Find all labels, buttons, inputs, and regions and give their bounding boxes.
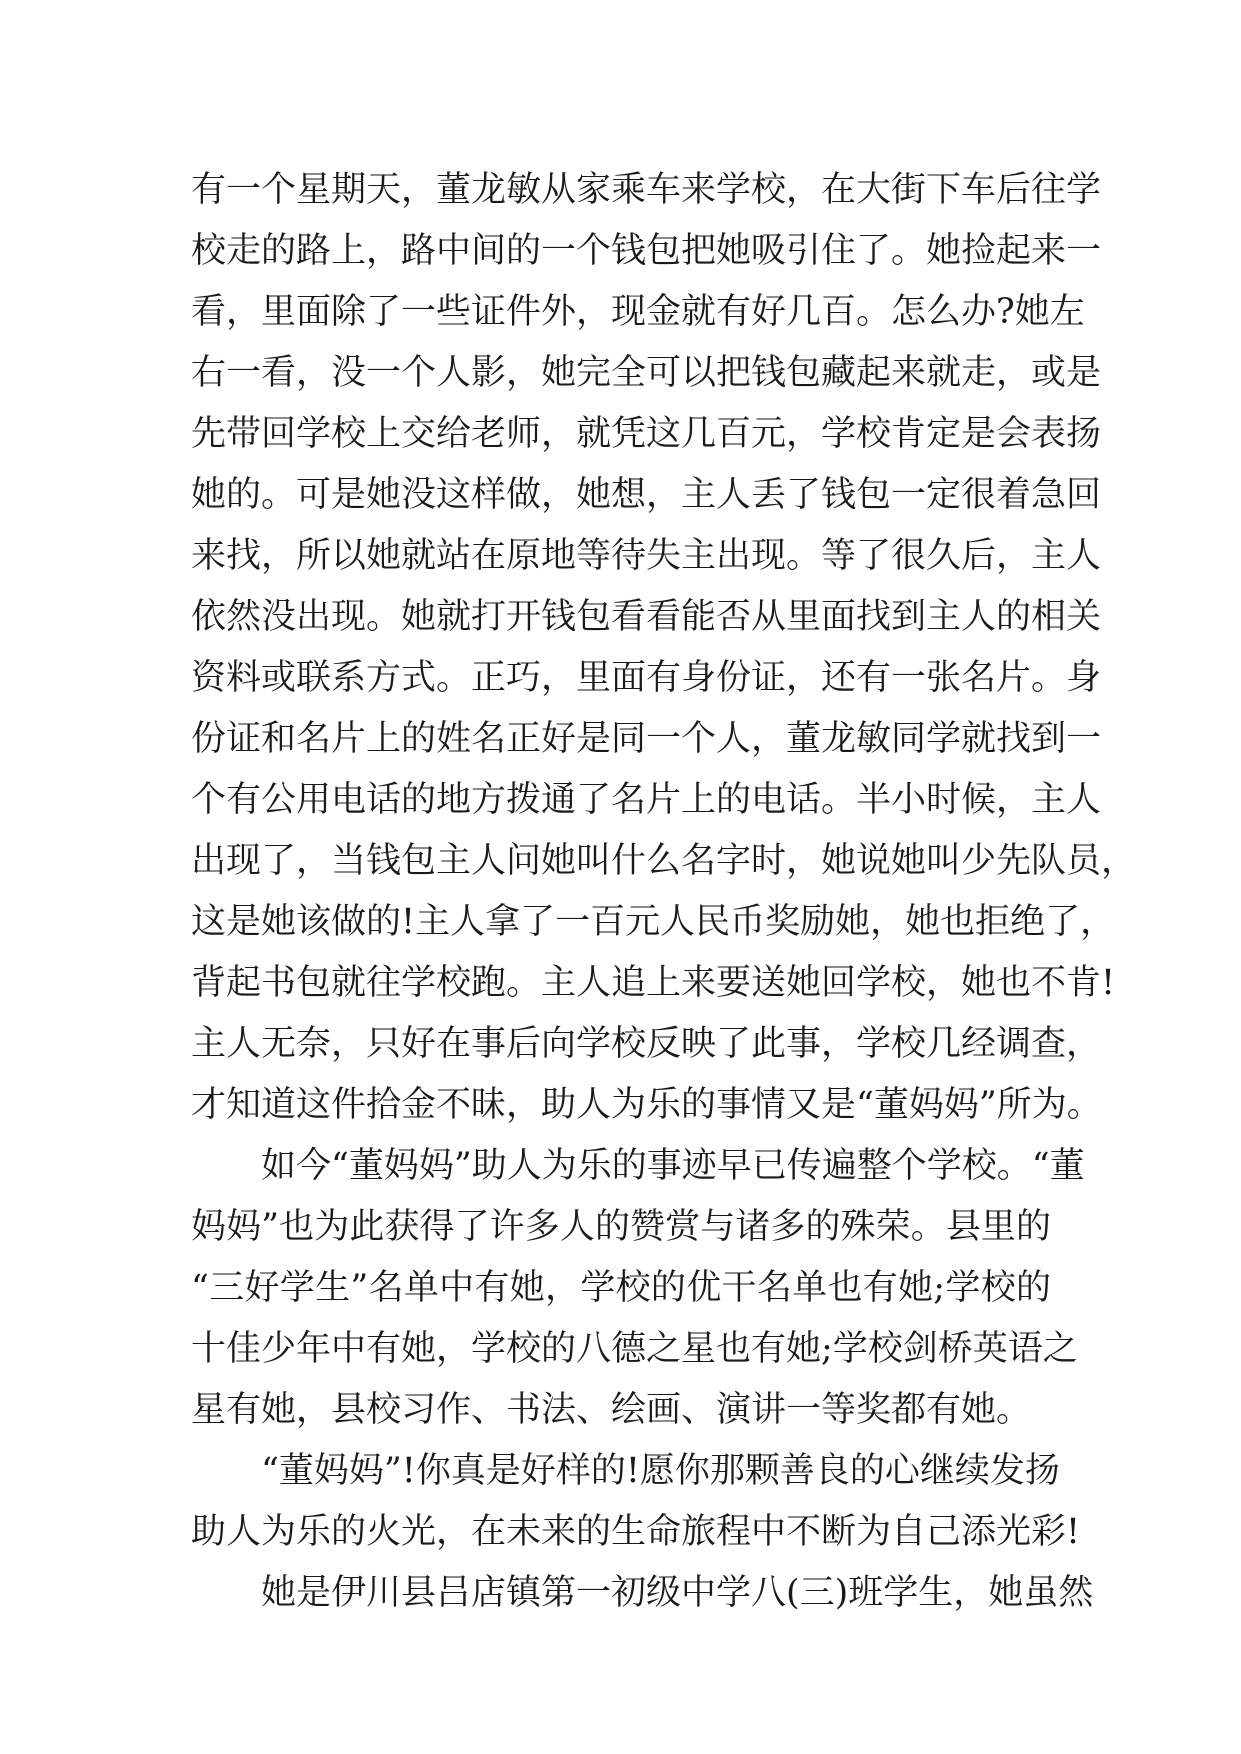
text-line: 出现了，当钱包主人问她叫什么名字时，她说她叫少先队员， [191,841,1137,881]
text-line: 十佳少年中有她，学校的八德之星也有她;学校剑桥英语之 [191,1329,1078,1369]
text-line: 她的。可是她没这样做，她想，主人丢了钱包一定很着急回 [191,475,1102,515]
text-line: “三好学生”名单中有她，学校的优干名单也有她;学校的 [191,1268,1051,1308]
text-line: 资料或联系方式。正巧，里面有身份证，还有一张名片。身 [191,658,1102,698]
body-text [191,160,1137,1624]
text-line: 份证和名片上的姓名正好是同一个人，董龙敏同学就找到一 [191,719,1102,759]
text-line: 来找，所以她就站在原地等待失主出现。等了很久后，主人 [191,536,1102,576]
text-line: 助人为乐的火光，在未来的生命旅程中不断为自己添光彩! [191,1512,1081,1552]
text-line: 依然没出现。她就打开钱包看看能否从里面找到主人的相关 [191,597,1102,637]
text-line: 有一个星期天，董龙敏从家乘车来学校，在大街下车后往学 [191,170,1102,210]
text-line: “董妈妈”!你真是好样的!愿你那颗善良的心继续发扬 [191,1451,1060,1491]
text-line: 右一看，没一个人影，她完全可以把钱包藏起来就走，或是 [191,353,1102,393]
text-line: 个有公用电话的地方拨通了名片上的电话。半小时候，主人 [191,780,1102,820]
text-line: 这是她该做的!主人拿了一百元人民币奖励她，她也拒绝了， [191,902,1116,942]
text-line: 背起书包就往学校跑。主人追上来要送她回学校，她也不肯! [191,963,1116,1003]
text-line: 先带回学校上交给老师，就凭这几百元，学校肯定是会表扬 [191,414,1102,454]
text-line: 主人无奈，只好在事后向学校反映了此事，学校几经调查， [191,1024,1102,1064]
text-line: 看，里面除了一些证件外，现金就有好几百。怎么办?她左 [191,292,1085,332]
text-line: 才知道这件拾金不昧，助人为乐的事情又是“董妈妈”所为。 [191,1085,1102,1125]
paragraph-4 [191,1563,1094,1624]
text-line: 如今“董妈妈”助人为乐的事迹早已传遍整个学校。“董 [191,1146,1085,1186]
paragraph-3 [191,1441,1081,1563]
paragraph-2 [191,1136,1085,1441]
text-line: 妈妈”也为此获得了许多人的赞赏与诸多的殊荣。县里的 [191,1207,1051,1247]
text-line: 她是伊川县吕店镇第一初级中学八(三)班学生，她虽然 [191,1573,1094,1613]
paragraph-1 [191,160,1137,1136]
text-line: 星有她，县校习作、书法、绘画、演讲一等奖都有她。 [191,1390,1032,1430]
text-line: 校走的路上，路中间的一个钱包把她吸引住了。她捡起来一 [191,231,1102,271]
